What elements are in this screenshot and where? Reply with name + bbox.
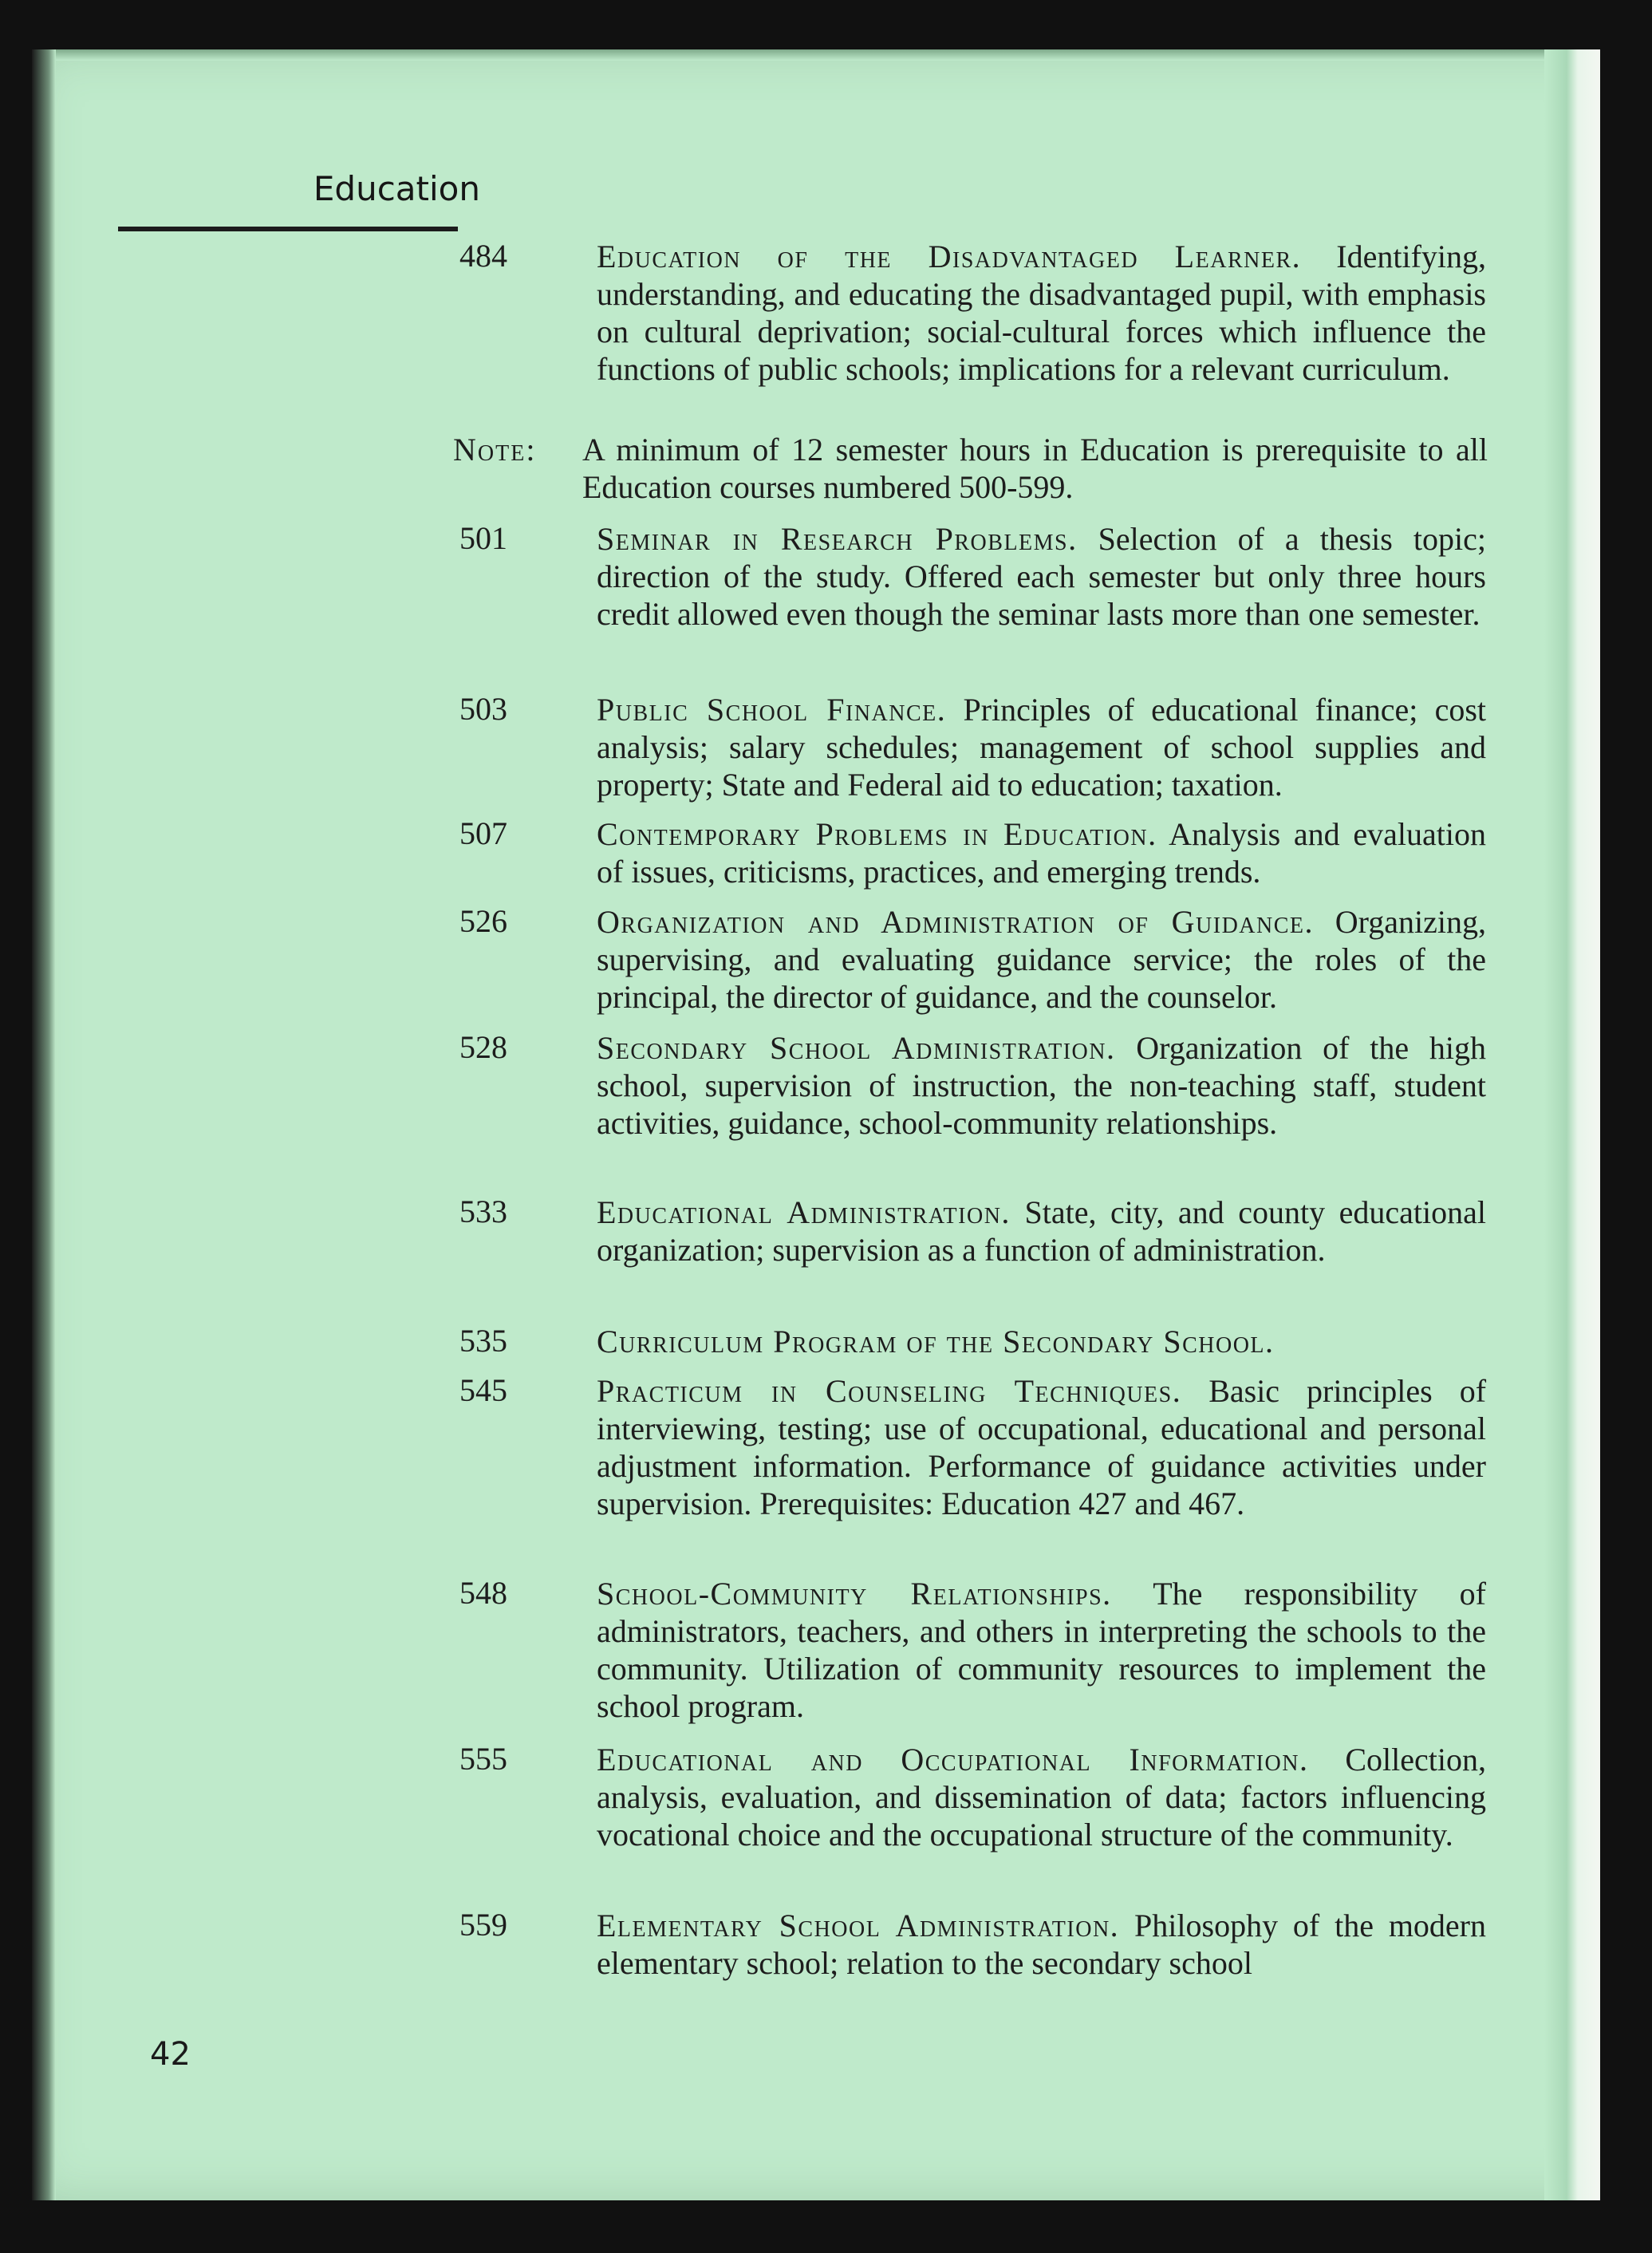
course-text <box>597 1907 1486 1982</box>
course-text <box>597 903 1486 1016</box>
course-text <box>597 520 1486 633</box>
course-number: 528 <box>459 1029 507 1065</box>
course-title: Elementary School Administration. <box>597 1908 1120 1943</box>
course-description: Principles of educational finance; cost analysis; salary schedules; management of school supplies and property; State and Federal aid to education; taxation. <box>597 692 1487 803</box>
course-text <box>597 1029 1486 1142</box>
course-title: Practicum in Counseling Techniques. <box>597 1373 1182 1409</box>
course-description: Organizing, supervising, and evaluating guidance service; the roles of the principal, the director of guidance, and the counselor. <box>597 904 1486 1015</box>
course-text <box>597 1575 1486 1725</box>
course-title: Secondary School Administration. <box>597 1030 1116 1066</box>
course-description: Philosophy of the modern elementary school; relation to the secondary school <box>597 1908 1487 1981</box>
course-number: 507 <box>459 815 507 851</box>
course-number: 535 <box>459 1323 507 1359</box>
course-description: The responsibility of administrators, teachers, and others in interpreting the schools to the community. Utilization of community resources to implement the school program. <box>597 1576 1486 1724</box>
course-description: Selection of a thesis topic; direction of the study. Offered each semester but only three hours credit allowed even though the seminar lasts more than one semester. <box>597 521 1486 632</box>
section-label: Education <box>313 169 480 208</box>
page-number: 42 <box>150 2036 191 2073</box>
course-number: 548 <box>459 1575 507 1611</box>
course-number: 503 <box>459 691 507 727</box>
course-title: School-Community Relationships. <box>597 1576 1112 1612</box>
course-title: Curriculum Program of the Secondary School. <box>597 1324 1275 1359</box>
course-description: Organization of the high school, supervision of instruction, the non-teaching staff, student activities, guidance, school-community relationships. <box>597 1030 1487 1141</box>
course-number: 545 <box>459 1372 507 1408</box>
course-title: Public School Finance. <box>597 692 947 728</box>
course-title: Educational Administration. <box>597 1194 1011 1230</box>
course-text <box>597 1372 1486 1522</box>
course-text <box>597 1194 1486 1269</box>
course-title: Education of the Disadvantaged Learner. <box>597 239 1302 274</box>
course-title: Seminar in Research Problems. <box>597 521 1078 557</box>
course-title: Educational and Occupational Information. <box>597 1742 1309 1778</box>
course-text <box>597 815 1486 890</box>
course-number: 484 <box>459 238 507 274</box>
note-text: A minimum of 12 semester hours in Education is prerequisite to all Education courses numbered 500-599. <box>582 432 1488 505</box>
course-number: 559 <box>459 1907 507 1943</box>
note-label: Note: <box>453 432 537 468</box>
course-text <box>597 1323 1486 1360</box>
course-text <box>597 691 1486 803</box>
course-text <box>597 238 1486 388</box>
course-title: Organization and Administration of Guidance. <box>597 904 1315 940</box>
course-description: State, city, and county educational organization; supervision as a function of administration. <box>597 1194 1486 1268</box>
course-text <box>597 1741 1486 1853</box>
course-description: Identifying, understanding, and educating the disadvantaged pupil, with emphasis on cultural deprivation; social-cultural forces which influence the functions of public schools; implications for a relevant curriculum. <box>597 239 1486 387</box>
course-number: 501 <box>459 520 507 556</box>
course-title: Contemporary Problems in Education. <box>597 816 1157 852</box>
course-description: Analysis and evaluation of issues, criticisms, practices, and emerging trends. <box>597 816 1486 890</box>
course-number: 555 <box>459 1741 507 1777</box>
course-description: Collection, analysis, evaluation, and dissemination of data; factors influencing vocational choice and the occupational structure of the community. <box>597 1742 1487 1853</box>
course-number: 533 <box>459 1194 507 1229</box>
course-number: 526 <box>459 903 507 939</box>
course-description: Basic principles of interviewing, testing; use of occupational, educational and personal adjustment information. Performance of guidance activities under supervision. Prerequisites: Education 427 and 467. <box>597 1373 1487 1521</box>
